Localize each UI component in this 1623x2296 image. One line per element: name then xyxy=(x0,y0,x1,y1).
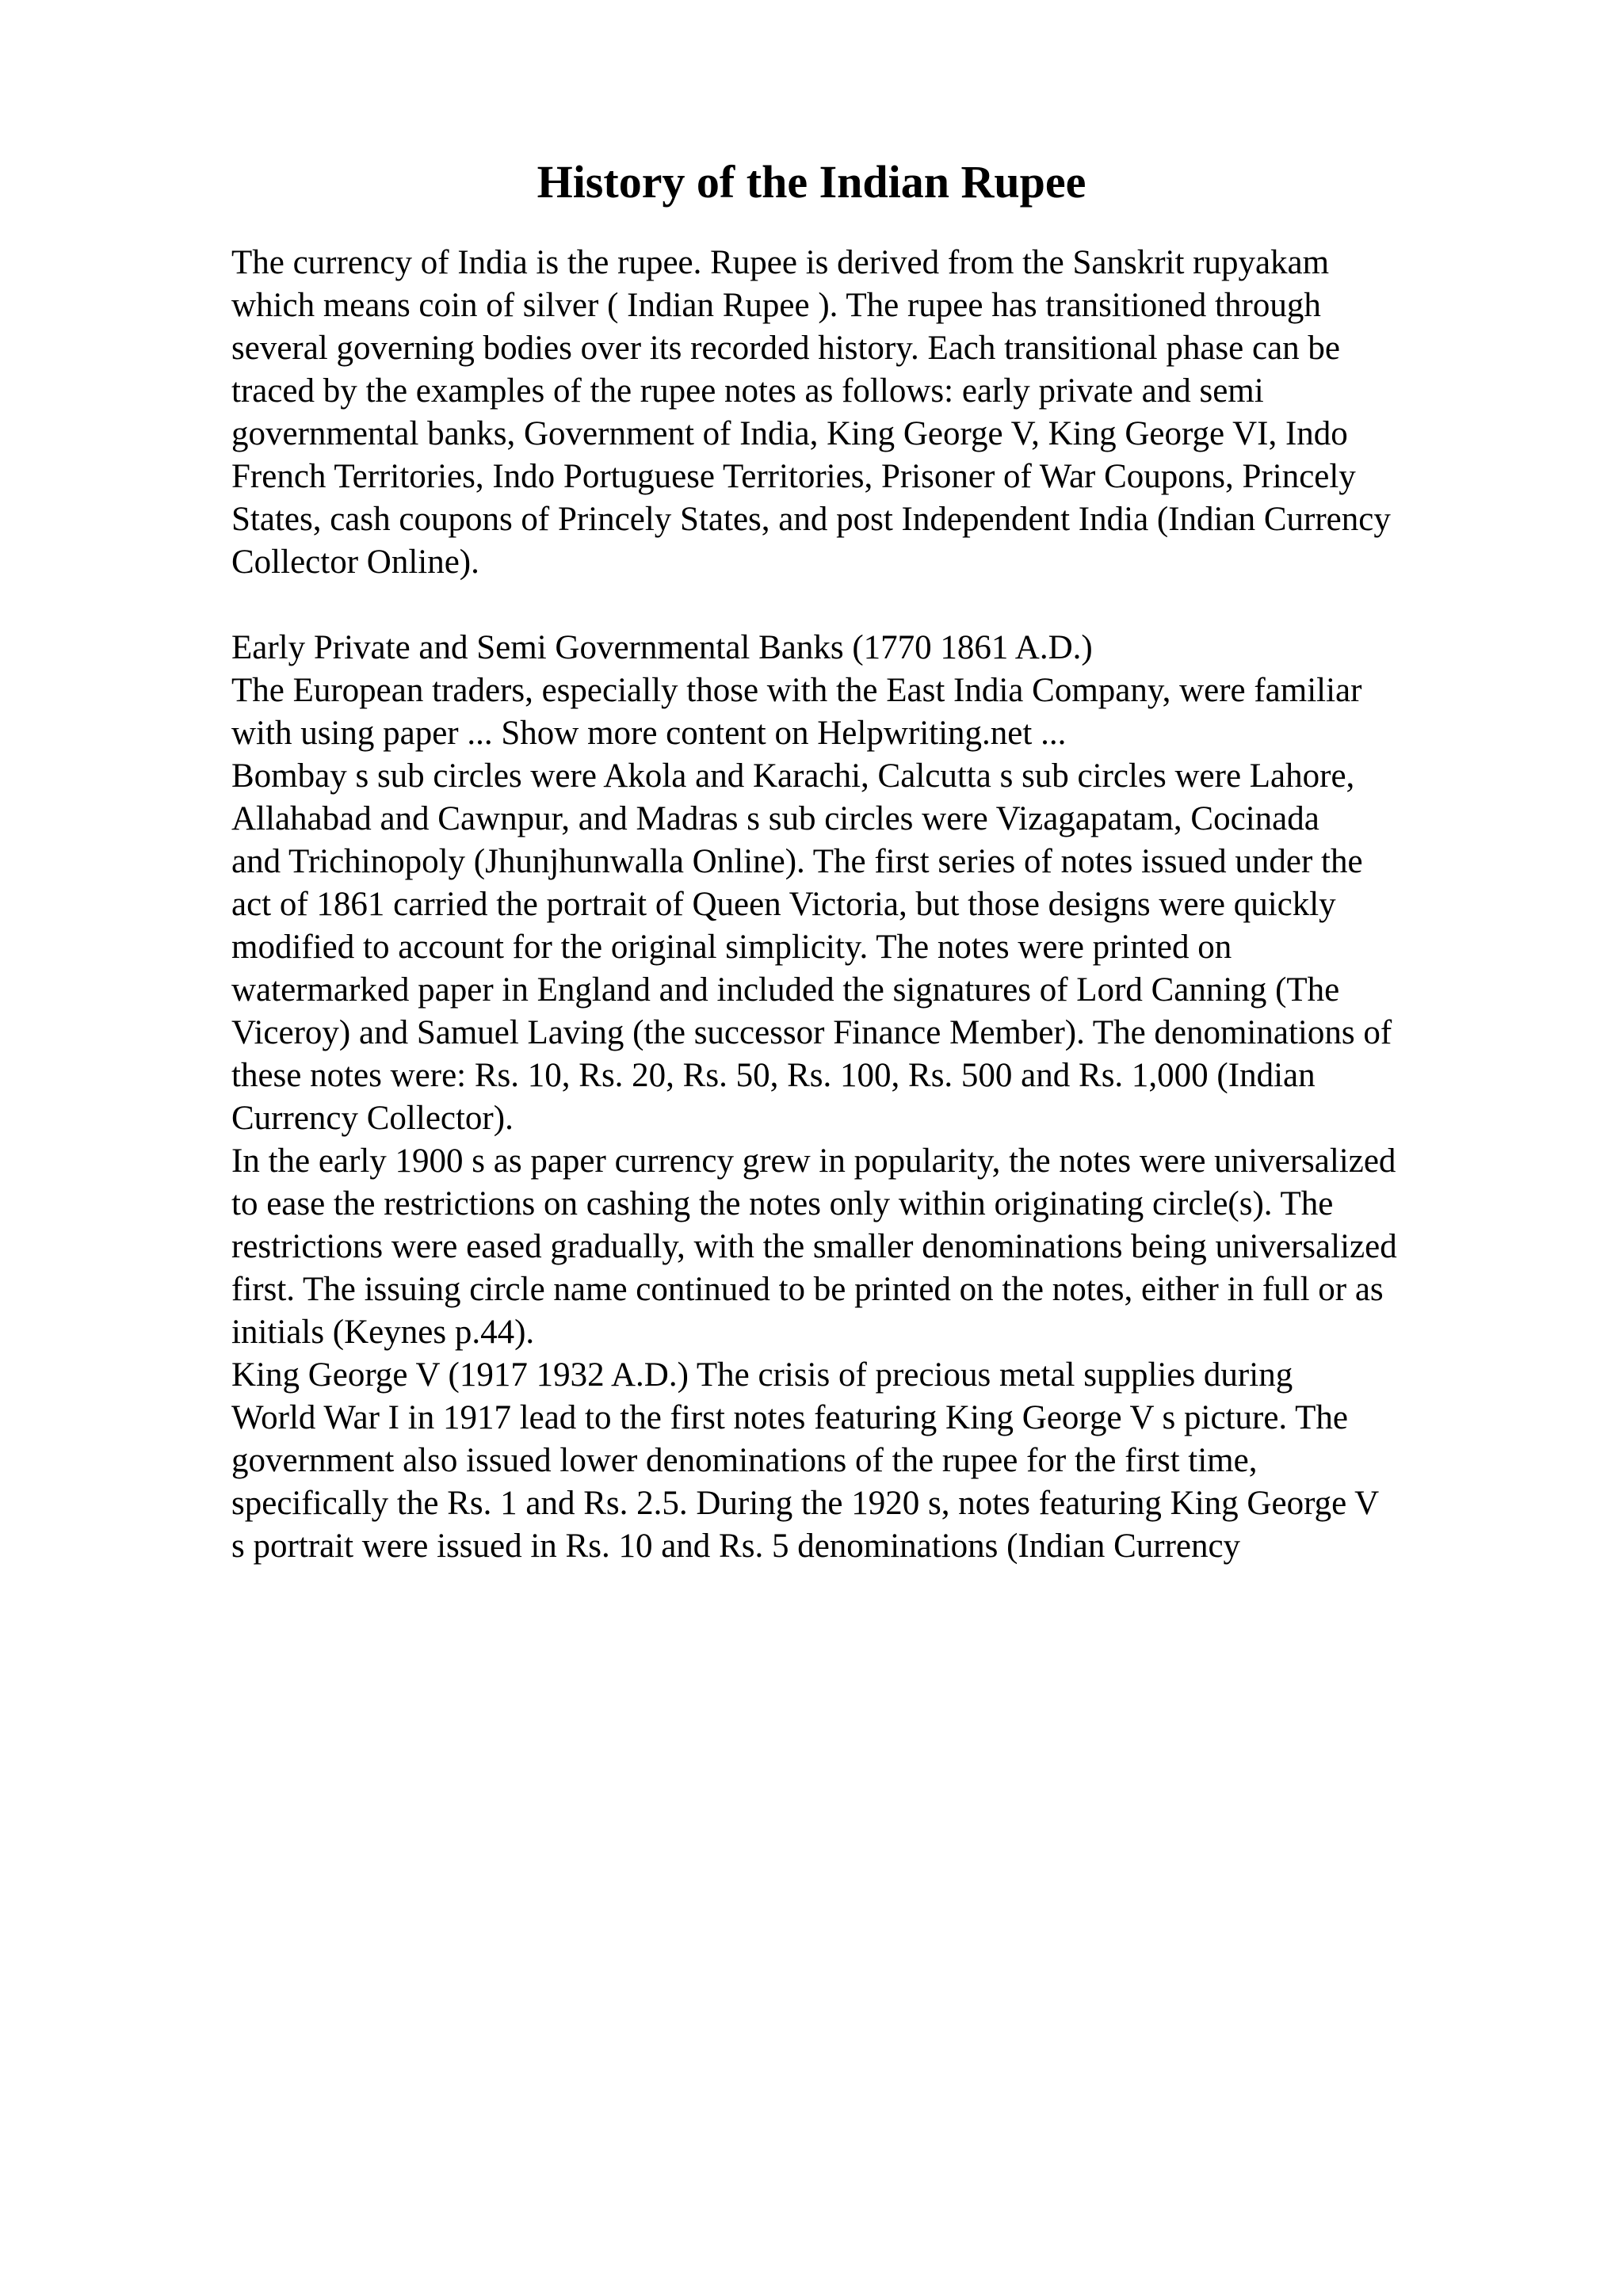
text-line: restrictions were eased gradually, with the smaller denominations being universalized xyxy=(231,1228,1397,1265)
text-line: to ease the restrictions on cashing the notes only within originating circle(s). The xyxy=(231,1185,1334,1222)
text-line: initials (Keynes p.44). xyxy=(231,1314,535,1351)
text-line: Early Private and Semi Governmental Banks (1770 1861 A.D.) xyxy=(231,629,1093,666)
text-line: and Trichinopoly (Jhunjhunwalla Online). The first series of notes issued under the xyxy=(231,843,1363,880)
text-line: governmental banks, Government of India, King George V, King George VI, Indo xyxy=(231,415,1348,452)
paragraph xyxy=(231,627,1515,1568)
text-line: which means coin of silver ( Indian Rupee ). The rupee has transitioned through xyxy=(231,287,1321,324)
text-line: Viceroy) and Samuel Laving (the successor Finance Member). The denominations of xyxy=(231,1014,1392,1051)
text-line: watermarked paper in England and included the signatures of Lord Canning (The xyxy=(231,971,1340,1009)
document-body xyxy=(231,242,1515,1568)
text-line: French Territories, Indo Portuguese Territories, Prisoner of War Coupons, Princely xyxy=(231,458,1356,495)
text-line: traced by the examples of the rupee notes as follows: early private and semi xyxy=(231,372,1264,410)
text-line: modified to account for the original simplicity. The notes were printed on xyxy=(231,929,1232,966)
paragraph-gap xyxy=(231,584,1515,627)
paragraph xyxy=(231,242,1515,584)
text-line: with using paper ... Show more content on Helpwriting.net ... xyxy=(231,715,1067,752)
text-line: The European traders, especially those with the East India Company, were familiar xyxy=(231,672,1362,709)
text-line: s portrait were issued in Rs. 10 and Rs. 5 denominations (Indian Currency xyxy=(231,1527,1241,1565)
text-line: Collector Online). xyxy=(231,543,479,581)
text-line: Allahabad and Cawnpur, and Madras s sub circles were Vizagapatam, Cocinada xyxy=(231,800,1319,837)
text-line: these notes were: Rs. 10, Rs. 20, Rs. 50, Rs. 100, Rs. 500 and Rs. 1,000 (Indian xyxy=(231,1057,1316,1094)
text-line: The currency of India is the rupee. Rupee is derived from the Sanskrit rupyakam xyxy=(231,244,1330,281)
text-line: Bombay s sub circles were Akola and Karachi, Calcutta s sub circles were Lahore, xyxy=(231,757,1355,795)
text-line: first. The issuing circle name continued to be printed on the notes, either in full or as xyxy=(231,1271,1384,1308)
document-title: History of the Indian Rupee xyxy=(537,156,1086,208)
text-line: specifically the Rs. 1 and Rs. 2.5. During the 1920 s, notes featuring King George V xyxy=(231,1485,1380,1522)
text-line: In the early 1900 s as paper currency grew in popularity, the notes were universalized xyxy=(231,1142,1396,1180)
text-line: Currency Collector). xyxy=(231,1100,514,1137)
text-line: King George V (1917 1932 A.D.) The crisis of precious metal supplies during xyxy=(231,1356,1293,1394)
text-line: several governing bodies over its recorded history. Each transitional phase can be xyxy=(231,330,1341,367)
text-line: government also issued lower denominations of the rupee for the first time, xyxy=(231,1442,1258,1479)
text-line: World War I in 1917 lead to the first notes featuring King George V s picture. The xyxy=(231,1399,1348,1436)
text-line: act of 1861 carried the portrait of Queen Victoria, but those designs were quickly xyxy=(231,886,1336,923)
text-line: States, cash coupons of Princely States, and post Independent India (Indian Currency xyxy=(231,501,1391,538)
